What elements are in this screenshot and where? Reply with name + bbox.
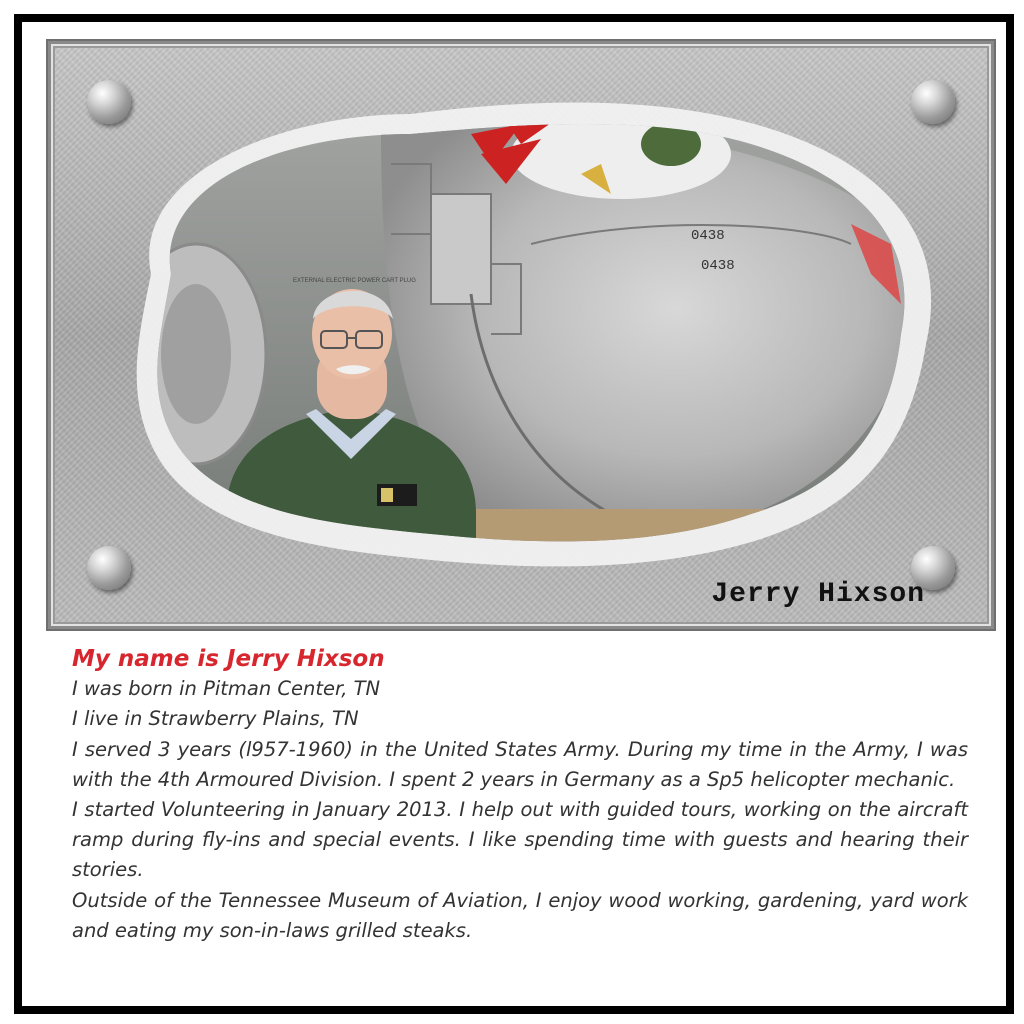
rivet-icon [911,80,955,124]
fuselage-marking-1: 0438 [691,228,725,244]
bio-born: I was born in Pitman Center, TN [72,677,381,701]
fuselage-marking-2: 0438 [701,258,735,274]
bio-text [72,644,968,946]
rivet-icon [87,80,131,124]
bio-heading: My name is Jerry Hixson [72,646,385,672]
bio-volunteer: I started Volunteering in January 2013. I help out with guided tours, working on the aircraft ramp during fly-ins and special events. I like spending time with guests and hearing their stories. [72,798,968,882]
metal-plate [48,41,994,629]
photo [51,44,991,626]
panel-label: EXTERNAL ELECTRIC POWER CART PLUG [293,278,416,284]
photo-caption: Jerry Hixson [711,579,925,610]
bio-hobbies: Outside of the Tennessee Museum of Aviation, I enjoy wood working, gardening, yard work and eating my son-in-laws grilled steaks. [72,888,968,942]
rivet-icon [87,546,131,590]
bio-service: I served 3 years (l957-1960) in the United States Army. During my time in the Army, I was with the 4th Armoured Division. I spent 2 years in Germany as a Sp5 helicopter mechanic. [72,737,968,791]
bio-lives: I live in Strawberry Plains, TN [72,707,359,731]
page-frame [14,14,1014,1014]
